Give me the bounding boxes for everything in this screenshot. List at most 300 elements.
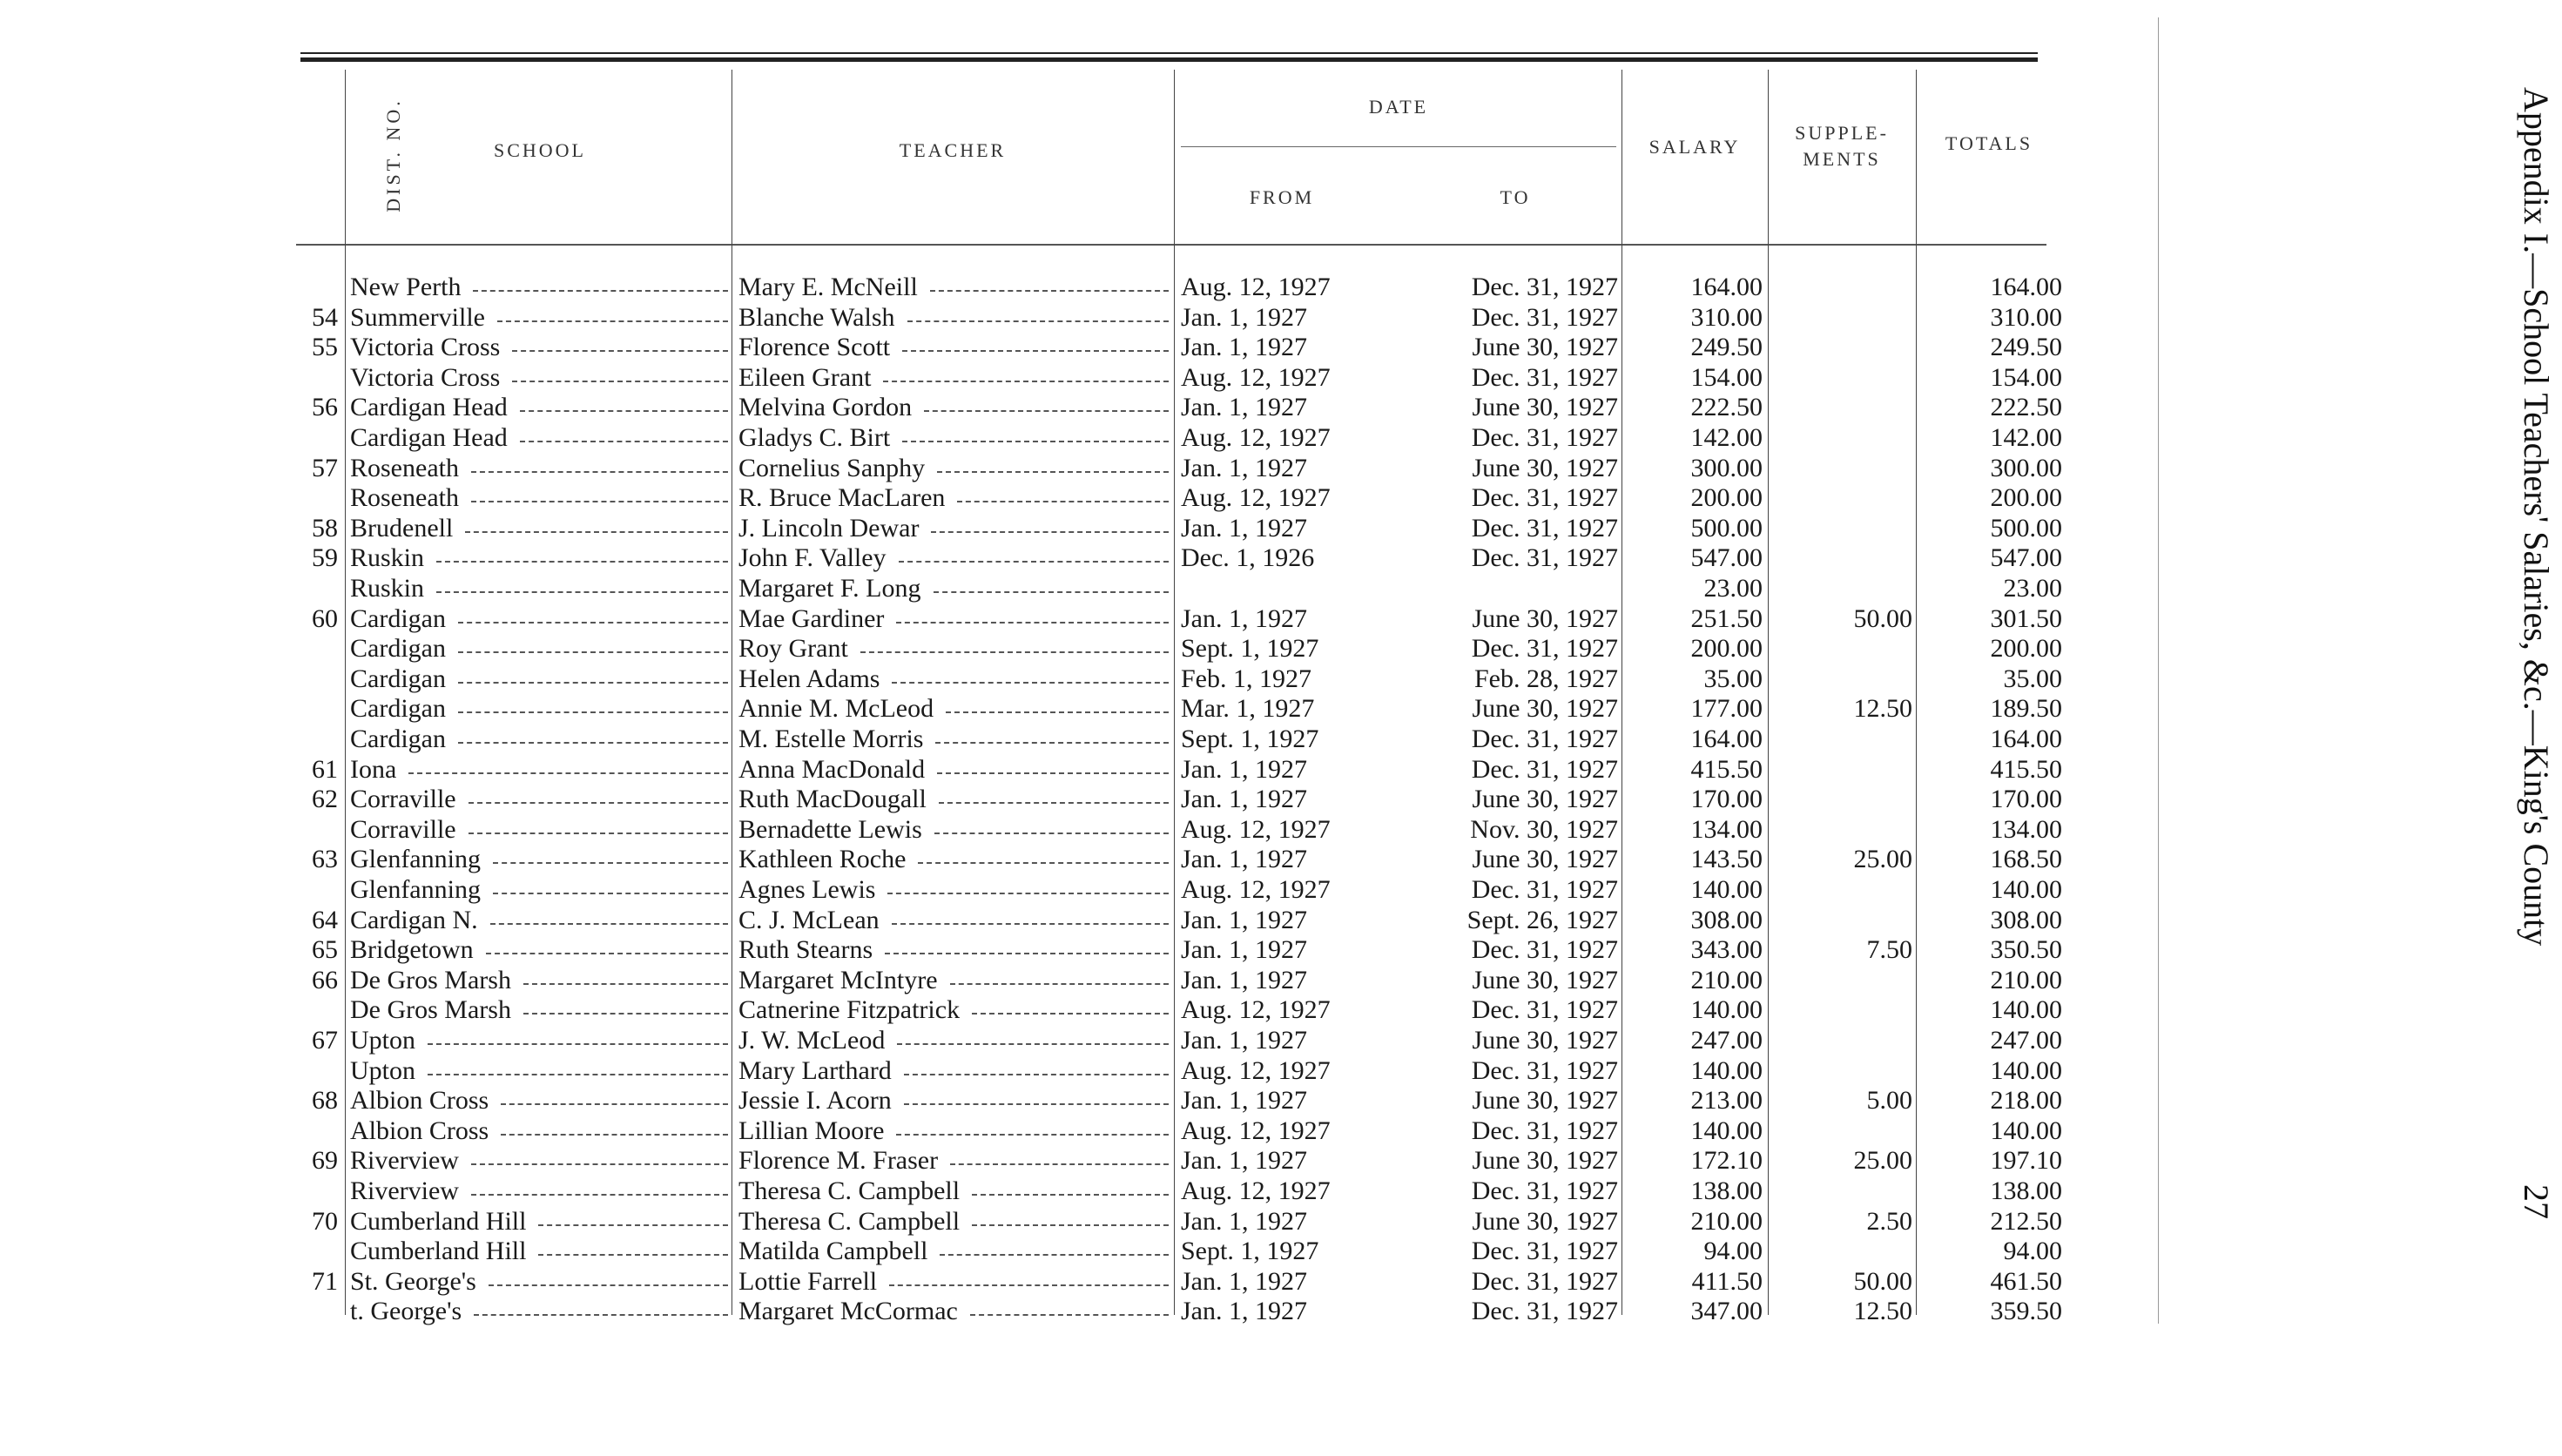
dotted-leader bbox=[486, 940, 728, 954]
teacher-name: R. Bruce MacLaren bbox=[738, 483, 946, 513]
dist-number: 67 bbox=[312, 1026, 338, 1055]
table-row bbox=[0, 906, 2090, 936]
salary-value: 500.00 bbox=[1690, 513, 1763, 543]
table-row bbox=[0, 1116, 2090, 1147]
school-name: Glenfanning bbox=[350, 875, 481, 904]
salary-value: 547.00 bbox=[1690, 543, 1763, 573]
teacher-name: Cornelius Sanphy bbox=[738, 453, 926, 482]
header-dist-no: DIST. NO. bbox=[382, 98, 404, 212]
school-name: Cardigan bbox=[350, 664, 446, 693]
supplements-value: 7.50 bbox=[1866, 935, 1912, 965]
date-from: Jan. 1, 1927 bbox=[1181, 453, 1307, 482]
school-name: Cardigan bbox=[350, 725, 446, 753]
table-row bbox=[0, 423, 2090, 454]
school-name: Cumberland Hill bbox=[350, 1237, 527, 1266]
school-name: Ruskin bbox=[350, 543, 425, 573]
date-to: Feb. 28, 1927 bbox=[1474, 664, 1618, 693]
table-row bbox=[0, 514, 2090, 544]
salary-value: 210.00 bbox=[1690, 1206, 1763, 1236]
salary-value: 310.00 bbox=[1690, 302, 1763, 332]
teacher-name: Blanche Walsh bbox=[738, 302, 895, 332]
dotted-leader bbox=[436, 579, 728, 593]
date-to: Dec. 31, 1927 bbox=[1471, 1116, 1618, 1145]
date-to: Dec. 31, 1927 bbox=[1471, 754, 1618, 784]
total-value: 300.00 bbox=[1990, 453, 2062, 482]
school-name: New Perth bbox=[350, 273, 462, 301]
dotted-leader bbox=[512, 338, 728, 352]
date-from: Sept. 1, 1927 bbox=[1181, 1237, 1319, 1266]
salary-value: 415.50 bbox=[1690, 754, 1763, 784]
dist-number: 55 bbox=[312, 333, 338, 362]
date-to: Dec. 31, 1927 bbox=[1471, 1055, 1618, 1085]
dotted-leader bbox=[501, 1091, 728, 1105]
dotted-leader bbox=[904, 1062, 1169, 1075]
total-value: 461.50 bbox=[1990, 1266, 2062, 1296]
dotted-leader bbox=[538, 1242, 728, 1256]
school-name: Summerville bbox=[350, 302, 485, 332]
table-row bbox=[0, 725, 2090, 755]
teacher-name: Roy Grant bbox=[738, 634, 848, 664]
supplements-value: 2.50 bbox=[1866, 1206, 1912, 1236]
dotted-leader bbox=[471, 489, 728, 502]
header-salary: SALARY bbox=[1648, 136, 1741, 158]
dotted-leader bbox=[497, 308, 728, 322]
running-title: Appendix I.—School Teachers' Salaries, &c.—King's County bbox=[2517, 87, 2556, 947]
dotted-leader bbox=[946, 699, 1169, 713]
total-value: 212.50 bbox=[1990, 1206, 2062, 1236]
total-value: 308.00 bbox=[1990, 905, 2062, 934]
dotted-leader bbox=[471, 1151, 728, 1165]
school-name: Albion Cross bbox=[350, 1116, 489, 1145]
table-row bbox=[0, 574, 2090, 604]
dist-number: 69 bbox=[312, 1146, 338, 1176]
school-name: Cardigan bbox=[350, 694, 446, 724]
dotted-leader bbox=[970, 1302, 1169, 1316]
date-separator-rule bbox=[1181, 146, 1616, 147]
teacher-name: John F. Valley bbox=[738, 543, 887, 573]
date-to: Dec. 31, 1927 bbox=[1471, 1297, 1618, 1326]
teacher-name: C. J. McLean bbox=[738, 905, 880, 934]
school-name: Roseneath bbox=[350, 483, 459, 513]
dotted-leader bbox=[436, 549, 728, 563]
salary-value: 170.00 bbox=[1690, 785, 1763, 814]
date-from: Jan. 1, 1927 bbox=[1181, 1297, 1307, 1326]
total-value: 350.50 bbox=[1990, 935, 2062, 965]
dotted-leader bbox=[885, 940, 1169, 954]
dotted-leader bbox=[471, 459, 728, 473]
dotted-leader bbox=[538, 1212, 728, 1226]
total-value: 168.50 bbox=[1990, 845, 2062, 874]
table-row bbox=[0, 1297, 2090, 1327]
header-supplements-2: MENTS bbox=[1803, 148, 1881, 170]
total-value: 134.00 bbox=[1990, 814, 2062, 844]
school-name: Albion Cross bbox=[350, 1086, 489, 1116]
total-value: 154.00 bbox=[1990, 362, 2062, 392]
date-from: Jan. 1, 1927 bbox=[1181, 965, 1307, 994]
teacher-name: Helen Adams bbox=[738, 664, 880, 693]
date-to: Dec. 31, 1927 bbox=[1471, 483, 1618, 513]
date-to: Sept. 26, 1927 bbox=[1466, 905, 1618, 934]
teacher-name: Catnerine Fitzpatrick bbox=[738, 995, 961, 1025]
dotted-leader bbox=[860, 639, 1169, 653]
teacher-name: Florence M. Fraser bbox=[738, 1146, 939, 1176]
salary-value: 94.00 bbox=[1703, 1237, 1763, 1266]
date-to: June 30, 1927 bbox=[1472, 694, 1618, 724]
teacher-name: Margaret McCormac bbox=[738, 1297, 958, 1326]
dotted-leader bbox=[897, 1031, 1169, 1045]
teacher-name: Ruth MacDougall bbox=[738, 785, 927, 814]
teacher-name: Melvina Gordon bbox=[738, 393, 913, 422]
table-row bbox=[0, 1086, 2090, 1116]
date-from: Jan. 1, 1927 bbox=[1181, 333, 1307, 362]
total-value: 164.00 bbox=[1990, 725, 2062, 753]
total-value: 500.00 bbox=[1990, 513, 2062, 543]
table-row bbox=[0, 333, 2090, 363]
salary-value: 138.00 bbox=[1690, 1176, 1763, 1205]
table-row bbox=[0, 1207, 2090, 1237]
total-value: 247.00 bbox=[1990, 1026, 2062, 1055]
salary-value: 164.00 bbox=[1690, 725, 1763, 753]
date-to: Dec. 31, 1927 bbox=[1471, 634, 1618, 664]
school-name: Glenfanning bbox=[350, 845, 481, 874]
teacher-name: Bernadette Lewis bbox=[738, 814, 922, 844]
date-to: June 30, 1927 bbox=[1472, 453, 1618, 482]
teacher-name: Matilda Campbell bbox=[738, 1237, 928, 1266]
supplements-value: 12.50 bbox=[1853, 1297, 1912, 1326]
salary-value: 172.10 bbox=[1690, 1146, 1763, 1176]
table-row bbox=[0, 664, 2090, 695]
table-row bbox=[0, 785, 2090, 815]
dotted-leader bbox=[889, 1272, 1169, 1286]
dotted-leader bbox=[428, 1062, 728, 1075]
date-from: Jan. 1, 1927 bbox=[1181, 393, 1307, 422]
dotted-leader bbox=[520, 428, 728, 442]
teacher-name: J. Lincoln Dewar bbox=[738, 513, 920, 543]
dotted-leader bbox=[474, 1302, 728, 1316]
dist-number: 62 bbox=[312, 785, 338, 814]
teacher-name: Eileen Grant bbox=[738, 362, 872, 392]
dist-number: 54 bbox=[312, 302, 338, 332]
teacher-name: Agnes Lewis bbox=[738, 875, 876, 904]
salary-value: 35.00 bbox=[1703, 664, 1763, 693]
table-row bbox=[0, 363, 2090, 394]
running-title-sidebar bbox=[2510, 87, 2562, 1219]
date-from: Jan. 1, 1927 bbox=[1181, 785, 1307, 814]
date-to: Dec. 31, 1927 bbox=[1471, 302, 1618, 332]
school-name: t. George's bbox=[350, 1297, 462, 1326]
date-to: Dec. 31, 1927 bbox=[1471, 725, 1618, 753]
dotted-leader bbox=[408, 760, 728, 774]
date-from: Feb. 1, 1927 bbox=[1181, 664, 1311, 693]
dotted-leader bbox=[471, 1182, 728, 1196]
top-rule-thin bbox=[300, 52, 2038, 54]
salary-value: 164.00 bbox=[1690, 273, 1763, 301]
dist-number: 65 bbox=[312, 935, 338, 965]
school-name: Victoria Cross bbox=[350, 333, 501, 362]
teacher-name: J. W. McLeod bbox=[738, 1026, 886, 1055]
dotted-leader bbox=[465, 519, 728, 533]
date-to: June 30, 1927 bbox=[1472, 965, 1618, 994]
school-name: Cumberland Hill bbox=[350, 1206, 527, 1236]
date-from: Aug. 12, 1927 bbox=[1181, 814, 1331, 844]
date-from: Jan. 1, 1927 bbox=[1181, 1026, 1307, 1055]
salary-value: 347.00 bbox=[1690, 1297, 1763, 1326]
dist-number: 58 bbox=[312, 513, 338, 543]
table-row bbox=[0, 273, 2090, 303]
dotted-leader bbox=[957, 489, 1169, 502]
teacher-name: Lillian Moore bbox=[738, 1116, 885, 1145]
date-from: Aug. 12, 1927 bbox=[1181, 1055, 1331, 1085]
supplements-value: 25.00 bbox=[1853, 1146, 1912, 1176]
teacher-name: Florence Scott bbox=[738, 333, 891, 362]
header-teacher: TEACHER bbox=[899, 139, 1007, 161]
date-to: June 30, 1927 bbox=[1472, 1026, 1618, 1055]
total-value: 170.00 bbox=[1990, 785, 2062, 814]
date-to: Dec. 31, 1927 bbox=[1471, 362, 1618, 392]
header-supplements-1: SUPPLE- bbox=[1795, 122, 1889, 144]
school-name: Riverview bbox=[350, 1176, 459, 1205]
table-row bbox=[0, 995, 2090, 1026]
dotted-leader bbox=[493, 850, 728, 864]
date-from: Jan. 1, 1927 bbox=[1181, 603, 1307, 633]
salary-value: 247.00 bbox=[1690, 1026, 1763, 1055]
date-to: Dec. 31, 1927 bbox=[1471, 995, 1618, 1025]
dotted-leader bbox=[523, 971, 728, 985]
dotted-leader bbox=[520, 398, 728, 412]
dotted-leader bbox=[950, 971, 1169, 985]
dotted-leader bbox=[902, 338, 1169, 352]
salary-value: 213.00 bbox=[1690, 1086, 1763, 1116]
date-from: Aug. 12, 1927 bbox=[1181, 875, 1331, 904]
dotted-leader bbox=[523, 1001, 728, 1014]
teacher-name: Lottie Farrell bbox=[738, 1266, 878, 1296]
header-totals: TOTALS bbox=[1945, 132, 2033, 154]
teacher-name: Kathleen Roche bbox=[738, 845, 907, 874]
dotted-leader bbox=[931, 519, 1169, 533]
date-to: Dec. 31, 1927 bbox=[1471, 1176, 1618, 1205]
total-value: 249.50 bbox=[1990, 333, 2062, 362]
salary-value: 140.00 bbox=[1690, 1055, 1763, 1085]
total-value: 200.00 bbox=[1990, 483, 2062, 513]
table-row bbox=[0, 393, 2090, 423]
dotted-leader bbox=[473, 278, 728, 292]
table-row bbox=[0, 1146, 2090, 1176]
school-name: Roseneath bbox=[350, 453, 459, 482]
table-row bbox=[0, 1176, 2090, 1207]
dotted-leader bbox=[950, 1151, 1169, 1165]
salary-value: 200.00 bbox=[1690, 483, 1763, 513]
date-from: Jan. 1, 1927 bbox=[1181, 1266, 1307, 1296]
total-value: 218.00 bbox=[1990, 1086, 2062, 1116]
dotted-leader bbox=[458, 699, 728, 713]
school-name: Upton bbox=[350, 1055, 415, 1085]
school-name: De Gros Marsh bbox=[350, 965, 511, 994]
total-value: 301.50 bbox=[1990, 603, 2062, 633]
table-row bbox=[0, 935, 2090, 966]
date-from: Jan. 1, 1927 bbox=[1181, 754, 1307, 784]
salary-value: 411.50 bbox=[1691, 1266, 1763, 1296]
dotted-leader bbox=[501, 1122, 728, 1136]
school-name: Cardigan bbox=[350, 634, 446, 664]
dotted-leader bbox=[493, 880, 728, 894]
dotted-leader bbox=[930, 278, 1169, 292]
total-value: 23.00 bbox=[2003, 574, 2062, 603]
school-name: Cardigan Head bbox=[350, 423, 508, 452]
dotted-leader bbox=[934, 820, 1169, 834]
date-to: Dec. 31, 1927 bbox=[1471, 935, 1618, 965]
dotted-leader bbox=[892, 670, 1169, 684]
salary-value: 140.00 bbox=[1690, 995, 1763, 1025]
date-from: Jan. 1, 1927 bbox=[1181, 1086, 1307, 1116]
dist-number: 66 bbox=[312, 965, 338, 994]
total-value: 94.00 bbox=[2003, 1237, 2062, 1266]
dist-number: 64 bbox=[312, 905, 338, 934]
school-name: Victoria Cross bbox=[350, 362, 501, 392]
date-from: Aug. 12, 1927 bbox=[1181, 995, 1331, 1025]
salary-value: 142.00 bbox=[1690, 423, 1763, 452]
supplements-value: 25.00 bbox=[1853, 845, 1912, 874]
table-row bbox=[0, 454, 2090, 484]
date-from: Jan. 1, 1927 bbox=[1181, 1206, 1307, 1236]
total-value: 222.50 bbox=[1990, 393, 2062, 422]
dotted-leader bbox=[458, 670, 728, 684]
dotted-leader bbox=[512, 368, 728, 382]
school-name: Ruskin bbox=[350, 574, 425, 603]
dist-number: 63 bbox=[312, 845, 338, 874]
date-from: Jan. 1, 1927 bbox=[1181, 845, 1307, 874]
salary-value: 177.00 bbox=[1690, 694, 1763, 724]
school-name: Corraville bbox=[350, 785, 456, 814]
supplements-value: 5.00 bbox=[1866, 1086, 1912, 1116]
school-name: Bridgetown bbox=[350, 935, 474, 965]
dist-number: 56 bbox=[312, 393, 338, 422]
date-from: Aug. 12, 1927 bbox=[1181, 423, 1331, 452]
dotted-leader bbox=[972, 1001, 1169, 1014]
date-to: Dec. 31, 1927 bbox=[1471, 1237, 1618, 1266]
dotted-leader bbox=[458, 610, 728, 624]
header-date: DATE bbox=[1368, 96, 1429, 118]
header-to: TO bbox=[1500, 186, 1531, 208]
supplements-value: 50.00 bbox=[1853, 1266, 1912, 1296]
teacher-name: Gladys C. Birt bbox=[738, 423, 891, 452]
dist-number: 70 bbox=[312, 1206, 338, 1236]
sidebar-line bbox=[2158, 17, 2159, 1324]
teacher-name: Annie M. McLeod bbox=[738, 694, 934, 724]
dist-number: 60 bbox=[312, 603, 338, 633]
table-row bbox=[0, 694, 2090, 725]
salary-value: 23.00 bbox=[1703, 574, 1763, 603]
salary-value: 251.50 bbox=[1690, 603, 1763, 633]
dotted-leader bbox=[458, 639, 728, 653]
date-to: June 30, 1927 bbox=[1472, 1206, 1618, 1236]
dotted-leader bbox=[469, 820, 728, 834]
table-row bbox=[0, 1267, 2090, 1298]
school-name: Corraville bbox=[350, 814, 456, 844]
date-to: Dec. 31, 1927 bbox=[1471, 423, 1618, 452]
dist-number: 59 bbox=[312, 543, 338, 573]
teacher-name: Jessie I. Acorn bbox=[738, 1086, 892, 1116]
teacher-name: Mary Larthard bbox=[738, 1055, 892, 1085]
dotted-leader bbox=[887, 880, 1169, 894]
dotted-leader bbox=[896, 1122, 1169, 1136]
dotted-leader bbox=[940, 1242, 1169, 1256]
dotted-leader bbox=[939, 790, 1169, 804]
dotted-leader bbox=[490, 911, 728, 925]
date-to: June 30, 1927 bbox=[1472, 393, 1618, 422]
dotted-leader bbox=[458, 730, 728, 744]
dotted-leader bbox=[972, 1212, 1169, 1226]
table-row bbox=[0, 483, 2090, 514]
dotted-leader bbox=[428, 1031, 728, 1045]
dotted-leader bbox=[904, 1091, 1169, 1105]
teacher-name: Theresa C. Campbell bbox=[738, 1206, 961, 1236]
dotted-leader bbox=[935, 730, 1169, 744]
table-row bbox=[0, 1026, 2090, 1056]
total-value: 164.00 bbox=[1990, 273, 2062, 301]
date-to: Dec. 31, 1927 bbox=[1471, 273, 1618, 301]
teacher-name: Margaret F. Long bbox=[738, 574, 921, 603]
total-value: 140.00 bbox=[1990, 875, 2062, 904]
teacher-name: Anna MacDonald bbox=[738, 754, 926, 784]
dotted-leader bbox=[899, 549, 1169, 563]
date-from: Mar. 1, 1927 bbox=[1181, 694, 1315, 724]
teacher-name: Margaret McIntyre bbox=[738, 965, 938, 994]
total-value: 547.00 bbox=[1990, 543, 2062, 573]
total-value: 140.00 bbox=[1990, 995, 2062, 1025]
dotted-leader bbox=[469, 790, 728, 804]
salary-value: 154.00 bbox=[1690, 362, 1763, 392]
date-to: June 30, 1927 bbox=[1472, 1086, 1618, 1116]
school-name: Upton bbox=[350, 1026, 415, 1055]
dotted-leader bbox=[892, 911, 1169, 925]
salary-value: 300.00 bbox=[1690, 453, 1763, 482]
date-to: June 30, 1927 bbox=[1472, 333, 1618, 362]
school-name: Riverview bbox=[350, 1146, 459, 1176]
salary-value: 249.50 bbox=[1690, 333, 1763, 362]
table-row bbox=[0, 604, 2090, 635]
total-value: 310.00 bbox=[1990, 302, 2062, 332]
table-row bbox=[0, 634, 2090, 664]
date-from: Dec. 1, 1926 bbox=[1181, 543, 1315, 573]
table-row bbox=[0, 815, 2090, 846]
supplements-value: 50.00 bbox=[1853, 603, 1912, 633]
dotted-leader bbox=[896, 610, 1169, 624]
date-to: Dec. 31, 1927 bbox=[1471, 543, 1618, 573]
dotted-leader bbox=[934, 579, 1169, 593]
school-name: Cardigan Head bbox=[350, 393, 508, 422]
total-value: 140.00 bbox=[1990, 1055, 2062, 1085]
salary-value: 134.00 bbox=[1690, 814, 1763, 844]
date-from: Jan. 1, 1927 bbox=[1181, 513, 1307, 543]
total-value: 197.10 bbox=[1990, 1146, 2062, 1176]
table-row bbox=[0, 966, 2090, 996]
dotted-leader bbox=[907, 308, 1170, 322]
teacher-name: M. Estelle Morris bbox=[738, 725, 924, 753]
date-from: Aug. 12, 1927 bbox=[1181, 362, 1331, 392]
header-school: SCHOOL bbox=[493, 139, 586, 161]
dotted-leader bbox=[489, 1272, 728, 1286]
total-value: 138.00 bbox=[1990, 1176, 2062, 1205]
table-row bbox=[0, 1237, 2090, 1267]
salary-value: 222.50 bbox=[1690, 393, 1763, 422]
page-number: 27 bbox=[2517, 1184, 2556, 1219]
dist-number: 71 bbox=[312, 1266, 338, 1296]
salary-value: 210.00 bbox=[1690, 965, 1763, 994]
date-from: Aug. 12, 1927 bbox=[1181, 273, 1331, 301]
school-name: Cardigan bbox=[350, 603, 446, 633]
dotted-leader bbox=[937, 459, 1169, 473]
total-value: 359.50 bbox=[1990, 1297, 2062, 1326]
